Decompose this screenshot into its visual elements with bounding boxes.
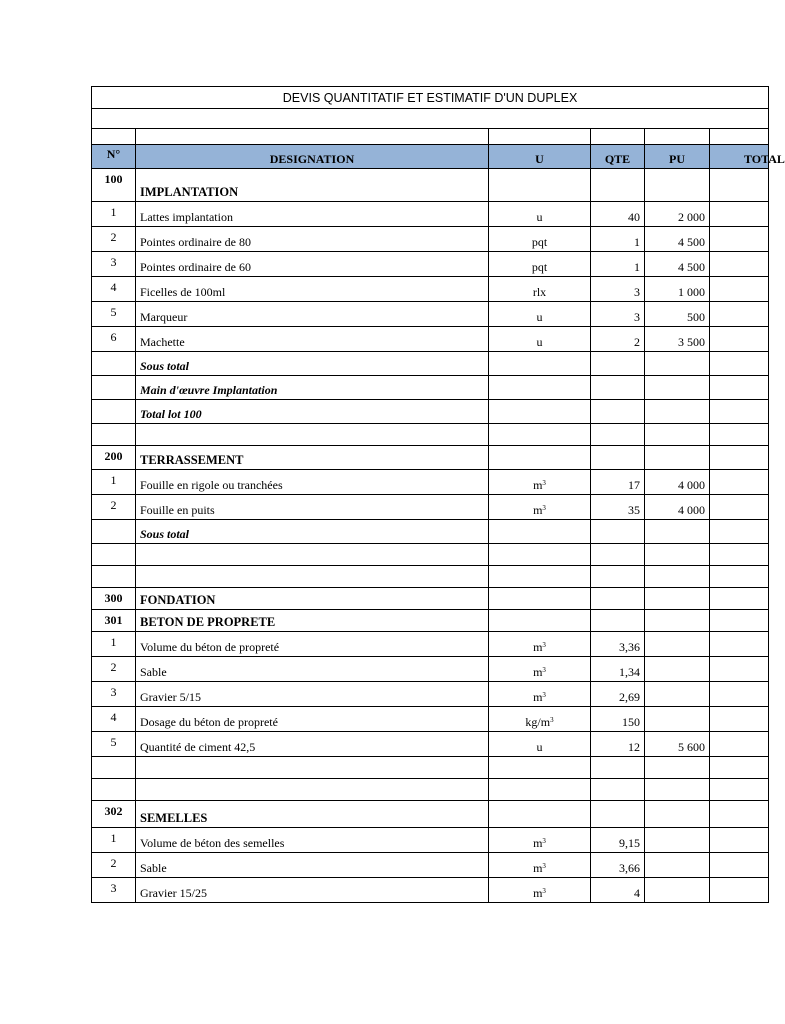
row-unit-price	[645, 682, 710, 707]
row-total	[710, 327, 769, 352]
item-row	[92, 732, 769, 757]
row-designation: TERRASSEMENT	[136, 446, 489, 470]
row-number: 2	[92, 657, 136, 682]
unit-label: m	[533, 640, 543, 654]
column-header-num: N°	[92, 145, 136, 169]
row-total	[710, 707, 769, 732]
item-row	[92, 252, 769, 277]
row-designation	[136, 544, 489, 566]
item-row	[92, 302, 769, 327]
row-designation: Sous total	[136, 520, 489, 544]
row-quantity: 2,69	[591, 682, 645, 707]
row-quantity: 3,66	[591, 853, 645, 878]
row-quantity: 2	[591, 327, 645, 352]
unit-label: m	[533, 861, 543, 875]
row-number: 3	[92, 252, 136, 277]
blank-row	[92, 779, 769, 801]
subtotal-row	[92, 352, 769, 376]
row-quantity	[591, 779, 645, 801]
column-header-qte: QTE	[591, 145, 645, 169]
row-unit	[489, 495, 591, 520]
row-designation: Sable	[136, 853, 489, 878]
blank-cell	[136, 129, 489, 145]
item-row	[92, 828, 769, 853]
row-unit	[489, 801, 591, 828]
row-number: 4	[92, 277, 136, 302]
row-unit	[489, 227, 591, 252]
row-total	[710, 610, 769, 632]
row-unit	[489, 520, 591, 544]
row-unit-price	[645, 801, 710, 828]
row-number: 1	[92, 470, 136, 495]
unit-exponent: 3	[542, 666, 546, 674]
item-row	[92, 632, 769, 657]
unit-exponent: 3	[542, 691, 546, 699]
unit-label: u	[536, 740, 543, 754]
row-quantity	[591, 169, 645, 202]
row-total	[710, 520, 769, 544]
subtotal-row	[92, 400, 769, 424]
row-number: 3	[92, 878, 136, 903]
row-number: 301	[92, 610, 136, 632]
row-unit	[489, 707, 591, 732]
row-quantity: 17	[591, 470, 645, 495]
row-total	[710, 169, 769, 202]
row-unit	[489, 169, 591, 202]
row-unit	[489, 544, 591, 566]
row-unit	[489, 828, 591, 853]
row-designation: Gravier 15/25	[136, 878, 489, 903]
item-row	[92, 202, 769, 227]
row-number: 200	[92, 446, 136, 470]
row-unit-price	[645, 632, 710, 657]
row-designation: Total lot 100	[136, 400, 489, 424]
blank-cell	[489, 129, 591, 145]
subtotal-row	[92, 376, 769, 400]
item-row	[92, 707, 769, 732]
row-total	[710, 632, 769, 657]
unit-exponent: 3	[542, 837, 546, 845]
row-unit-price	[645, 544, 710, 566]
row-quantity: 1	[591, 227, 645, 252]
row-quantity	[591, 446, 645, 470]
row-total	[710, 757, 769, 779]
row-designation	[136, 779, 489, 801]
unit-label: m	[533, 690, 543, 704]
unit-label: u	[536, 310, 543, 324]
row-designation: Volume de béton des semelles	[136, 828, 489, 853]
column-header-unit: U	[489, 145, 591, 169]
unit-exponent: 3	[542, 479, 546, 487]
row-total	[710, 588, 769, 610]
unit-label: m	[533, 665, 543, 679]
quote-table	[91, 86, 785, 903]
row-designation: Main d'œuvre Implantation	[136, 376, 489, 400]
unit-exponent: 3	[542, 641, 546, 649]
row-designation: Marqueur	[136, 302, 489, 327]
row-designation: Sous total	[136, 352, 489, 376]
item-row	[92, 277, 769, 302]
row-unit	[489, 202, 591, 227]
row-designation: Pointes ordinaire de 80	[136, 227, 489, 252]
row-number: 3	[92, 682, 136, 707]
row-number	[92, 566, 136, 588]
unit-label: m	[533, 478, 543, 492]
row-total	[710, 657, 769, 682]
row-quantity: 3	[591, 277, 645, 302]
row-total	[710, 682, 769, 707]
row-unit	[489, 757, 591, 779]
row-unit-price	[645, 376, 710, 400]
row-total	[710, 376, 769, 400]
row-number: 5	[92, 302, 136, 327]
row-unit-price	[645, 878, 710, 903]
subtotal-row	[92, 520, 769, 544]
row-unit	[489, 352, 591, 376]
row-unit-price	[645, 400, 710, 424]
row-unit-price: 4 500	[645, 252, 710, 277]
row-number: 100	[92, 169, 136, 202]
unit-label: m	[533, 836, 543, 850]
section-row	[92, 610, 769, 632]
row-designation: Volume du béton de propreté	[136, 632, 489, 657]
row-total	[710, 446, 769, 470]
blank-row	[92, 757, 769, 779]
row-unit	[489, 610, 591, 632]
row-unit-price: 5 600	[645, 732, 710, 757]
row-unit	[489, 400, 591, 424]
row-unit-price	[645, 757, 710, 779]
row-unit-price: 1 000	[645, 277, 710, 302]
section-row	[92, 588, 769, 610]
unit-label: pqt	[531, 235, 548, 249]
row-unit-price	[645, 779, 710, 801]
row-quantity	[591, 588, 645, 610]
row-number: 2	[92, 853, 136, 878]
row-total	[710, 779, 769, 801]
row-unit-price: 4 000	[645, 495, 710, 520]
row-quantity	[591, 424, 645, 446]
row-unit-price	[645, 424, 710, 446]
row-quantity	[591, 610, 645, 632]
blank-row	[92, 109, 769, 129]
row-total	[710, 277, 769, 302]
row-quantity: 1	[591, 252, 645, 277]
row-unit	[489, 376, 591, 400]
column-header-pu: PU	[645, 145, 710, 169]
row-unit	[489, 277, 591, 302]
row-number	[92, 757, 136, 779]
section-row	[92, 446, 769, 470]
row-designation: Sable	[136, 657, 489, 682]
row-designation	[136, 424, 489, 446]
unit-exponent: 3	[542, 862, 546, 870]
row-designation: FONDATION	[136, 588, 489, 610]
row-quantity: 3	[591, 302, 645, 327]
row-unit	[489, 470, 591, 495]
row-unit	[489, 682, 591, 707]
row-quantity	[591, 400, 645, 424]
unit-label: kg/m	[525, 715, 551, 729]
row-designation: Ficelles de 100ml	[136, 277, 489, 302]
header-row	[92, 145, 769, 169]
row-designation: Fouille en puits	[136, 495, 489, 520]
row-number	[92, 520, 136, 544]
row-total	[710, 227, 769, 252]
row-number: 1	[92, 632, 136, 657]
column-header-total: TOTAL	[710, 145, 769, 169]
row-quantity	[591, 566, 645, 588]
row-unit-price	[645, 520, 710, 544]
row-unit-price	[645, 169, 710, 202]
unit-label: u	[536, 210, 543, 224]
row-quantity	[591, 352, 645, 376]
row-designation: Pointes ordinaire de 60	[136, 252, 489, 277]
row-designation: Quantité de ciment 42,5	[136, 732, 489, 757]
row-total	[710, 732, 769, 757]
row-quantity	[591, 544, 645, 566]
row-number: 2	[92, 495, 136, 520]
row-quantity: 35	[591, 495, 645, 520]
item-row	[92, 227, 769, 252]
row-unit-price: 2 000	[645, 202, 710, 227]
item-row	[92, 853, 769, 878]
row-total	[710, 400, 769, 424]
row-total	[710, 828, 769, 853]
row-total	[710, 801, 769, 828]
row-unit-price	[645, 566, 710, 588]
row-unit	[489, 657, 591, 682]
blank-cell	[591, 129, 645, 145]
row-quantity	[591, 757, 645, 779]
blank-cell	[645, 129, 710, 145]
row-unit	[489, 302, 591, 327]
row-unit-price	[645, 828, 710, 853]
row-unit-price	[645, 657, 710, 682]
section-row	[92, 801, 769, 828]
row-total	[710, 252, 769, 277]
row-number: 1	[92, 202, 136, 227]
blank-row	[92, 424, 769, 446]
unit-label: u	[536, 335, 543, 349]
row-unit-price	[645, 853, 710, 878]
row-unit-price: 3 500	[645, 327, 710, 352]
row-designation	[136, 566, 489, 588]
row-designation: Dosage du béton de propreté	[136, 707, 489, 732]
row-unit	[489, 446, 591, 470]
row-quantity: 12	[591, 732, 645, 757]
row-unit-price: 4 000	[645, 470, 710, 495]
row-total	[710, 495, 769, 520]
row-unit-price: 500	[645, 302, 710, 327]
row-total	[710, 302, 769, 327]
row-unit	[489, 632, 591, 657]
row-quantity: 1,34	[591, 657, 645, 682]
section-row	[92, 169, 769, 202]
row-designation: IMPLANTATION	[136, 169, 489, 202]
row-number: 5	[92, 732, 136, 757]
row-unit-price	[645, 352, 710, 376]
row-designation: Fouille en rigole ou tranchées	[136, 470, 489, 495]
row-unit-price	[645, 610, 710, 632]
row-quantity: 3,36	[591, 632, 645, 657]
row-number: 300	[92, 588, 136, 610]
row-total	[710, 853, 769, 878]
unit-exponent: 3	[542, 887, 546, 895]
row-number	[92, 376, 136, 400]
item-row	[92, 495, 769, 520]
row-designation: Lattes implantation	[136, 202, 489, 227]
row-unit-price	[645, 707, 710, 732]
row-total	[710, 424, 769, 446]
document-title: DEVIS QUANTITATIF ET ESTIMATIF D'UN DUPLEX	[92, 87, 769, 109]
blank-cell	[92, 129, 136, 145]
row-quantity: 150	[591, 707, 645, 732]
row-number	[92, 352, 136, 376]
row-unit	[489, 424, 591, 446]
row-total	[710, 544, 769, 566]
item-row	[92, 878, 769, 903]
row-total	[710, 878, 769, 903]
row-unit	[489, 252, 591, 277]
row-quantity: 40	[591, 202, 645, 227]
row-designation: SEMELLES	[136, 801, 489, 828]
row-unit	[489, 878, 591, 903]
row-number	[92, 400, 136, 424]
row-quantity	[591, 520, 645, 544]
row-unit	[489, 327, 591, 352]
item-row	[92, 470, 769, 495]
unit-label: pqt	[531, 260, 548, 274]
row-number: 302	[92, 801, 136, 828]
row-quantity: 9,15	[591, 828, 645, 853]
row-number: 1	[92, 828, 136, 853]
row-designation	[136, 757, 489, 779]
row-total	[710, 202, 769, 227]
row-unit	[489, 853, 591, 878]
row-unit	[489, 732, 591, 757]
row-number: 6	[92, 327, 136, 352]
row-total	[710, 352, 769, 376]
unit-exponent: 3	[550, 716, 554, 724]
row-total	[710, 566, 769, 588]
row-quantity	[591, 801, 645, 828]
item-row	[92, 327, 769, 352]
blank-row	[92, 544, 769, 566]
unit-label: rlx	[532, 285, 547, 299]
unit-exponent: 3	[542, 504, 546, 512]
row-unit-price	[645, 588, 710, 610]
row-unit-price: 4 500	[645, 227, 710, 252]
row-number	[92, 424, 136, 446]
row-unit-price	[645, 446, 710, 470]
row-unit	[489, 779, 591, 801]
blank-cell	[710, 129, 769, 145]
row-designation: BETON DE PROPRETE	[136, 610, 489, 632]
row-unit	[489, 588, 591, 610]
row-quantity	[591, 376, 645, 400]
row-unit	[489, 566, 591, 588]
row-designation: Machette	[136, 327, 489, 352]
blank-row	[92, 566, 769, 588]
row-designation: Gravier 5/15	[136, 682, 489, 707]
row-number: 2	[92, 227, 136, 252]
unit-label: m	[533, 886, 543, 900]
item-row	[92, 682, 769, 707]
item-row	[92, 657, 769, 682]
row-number	[92, 779, 136, 801]
row-number	[92, 544, 136, 566]
column-header-designation: DESIGNATION	[136, 145, 489, 169]
row-quantity: 4	[591, 878, 645, 903]
row-total	[710, 470, 769, 495]
row-number: 4	[92, 707, 136, 732]
unit-label: m	[533, 503, 543, 517]
